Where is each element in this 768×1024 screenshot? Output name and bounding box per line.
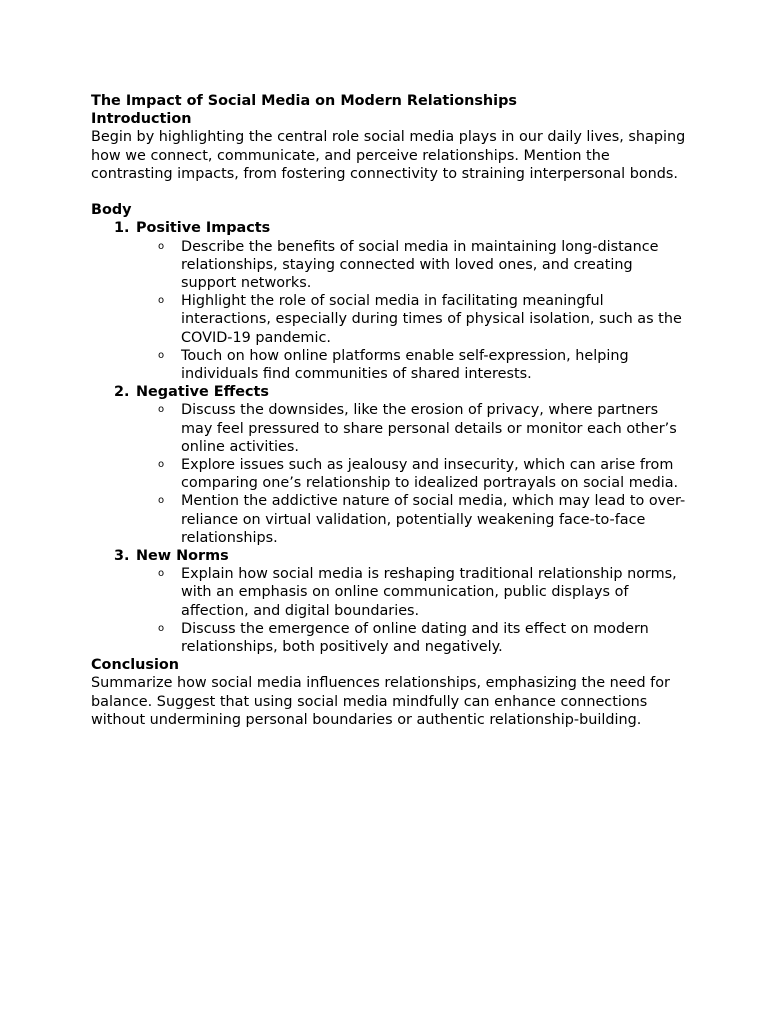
list-item: [91, 347, 686, 383]
bullet-list: [91, 565, 691, 656]
body-section: [91, 201, 691, 656]
bullet-text: Touch on how online platforms enable self-expression, helping individuals find communities of shared interests.: [181, 347, 629, 383]
bullet-marker: o: [158, 349, 165, 361]
bullet-marker: o: [158, 459, 165, 471]
bullet-text: Highlight the role of social media in facilitating meaningful interactions, especially during times of physical isolation, such as the COVID-19 pandemic.: [181, 293, 682, 346]
bullet-list: [91, 238, 691, 384]
conclusion-heading: Conclusion: [91, 657, 180, 674]
blank-line: [91, 183, 691, 201]
point-number: 2.: [114, 384, 130, 401]
body-heading: Body: [91, 202, 132, 219]
bullet-text: Mention the addictive nature of social media, which may lead to over-reliance on virtual validation, potentially weakening face-to-face relationships.: [181, 493, 686, 546]
bullet-list: [91, 401, 691, 547]
point-heading: [91, 219, 691, 237]
body-point-negative-effects: [91, 383, 691, 547]
bullet-marker: o: [158, 568, 165, 580]
point-title: Negative Effects: [136, 384, 270, 401]
introduction-heading: Introduction: [91, 111, 192, 128]
bullet-marker: o: [158, 495, 165, 507]
point-title: Positive Impacts: [136, 220, 271, 237]
bullet-marker: o: [158, 404, 165, 416]
point-heading: [91, 383, 691, 401]
list-item: [91, 565, 686, 620]
document-title: The Impact of Social Media on Modern Relationships: [91, 93, 517, 109]
bullet-text: Discuss the emergence of online dating and its effect on modern relationships, both positively and negatively.: [181, 620, 649, 656]
bullet-text: Describe the benefits of social media in maintaining long-distance relationships, staying connected with loved ones, and creating support networks.: [181, 238, 659, 292]
document-page: [91, 92, 691, 729]
list-item: [91, 238, 686, 293]
introduction-text: Begin by highlighting the central role social media plays in our daily lives, shaping how we connect, communicate, and perceive relationships. Mention the contrasting impacts, from fostering connectivity to straining interpersonal bonds.: [91, 129, 686, 182]
point-heading: [91, 547, 691, 565]
introduction-section: [91, 110, 691, 183]
conclusion-section: [91, 656, 691, 729]
list-item: [91, 292, 686, 347]
bullet-text: Explore issues such as jealousy and insecurity, which can arise from comparing one’s relationship to idealized portrayals on social media.: [181, 457, 679, 492]
list-item: [91, 401, 686, 456]
list-item: [91, 620, 686, 656]
point-number: 3.: [114, 548, 130, 565]
body-point-positive-impacts: [91, 219, 691, 383]
point-title: New Norms: [136, 548, 229, 565]
bullet-text: Explain how social media is reshaping traditional relationship norms, with an emphasis on online communication, public displays of affection, and digital boundaries.: [181, 566, 677, 619]
body-point-new-norms: [91, 547, 691, 656]
bullet-marker: o: [158, 622, 165, 634]
bullet-marker: o: [158, 240, 165, 252]
bullet-marker: o: [158, 295, 165, 307]
list-item: [91, 492, 686, 547]
list-item: [91, 456, 686, 492]
bullet-text: Discuss the downsides, like the erosion of privacy, where partners may feel pressured to share personal details or monitor each other’s online activities.: [181, 402, 677, 455]
point-number: 1.: [114, 220, 130, 237]
conclusion-text: Summarize how social media influences relationships, emphasizing the need for balance. Suggest that using social media mindfully can enhance connections without undermining personal boundaries or authentic relationship-building.: [91, 675, 670, 728]
